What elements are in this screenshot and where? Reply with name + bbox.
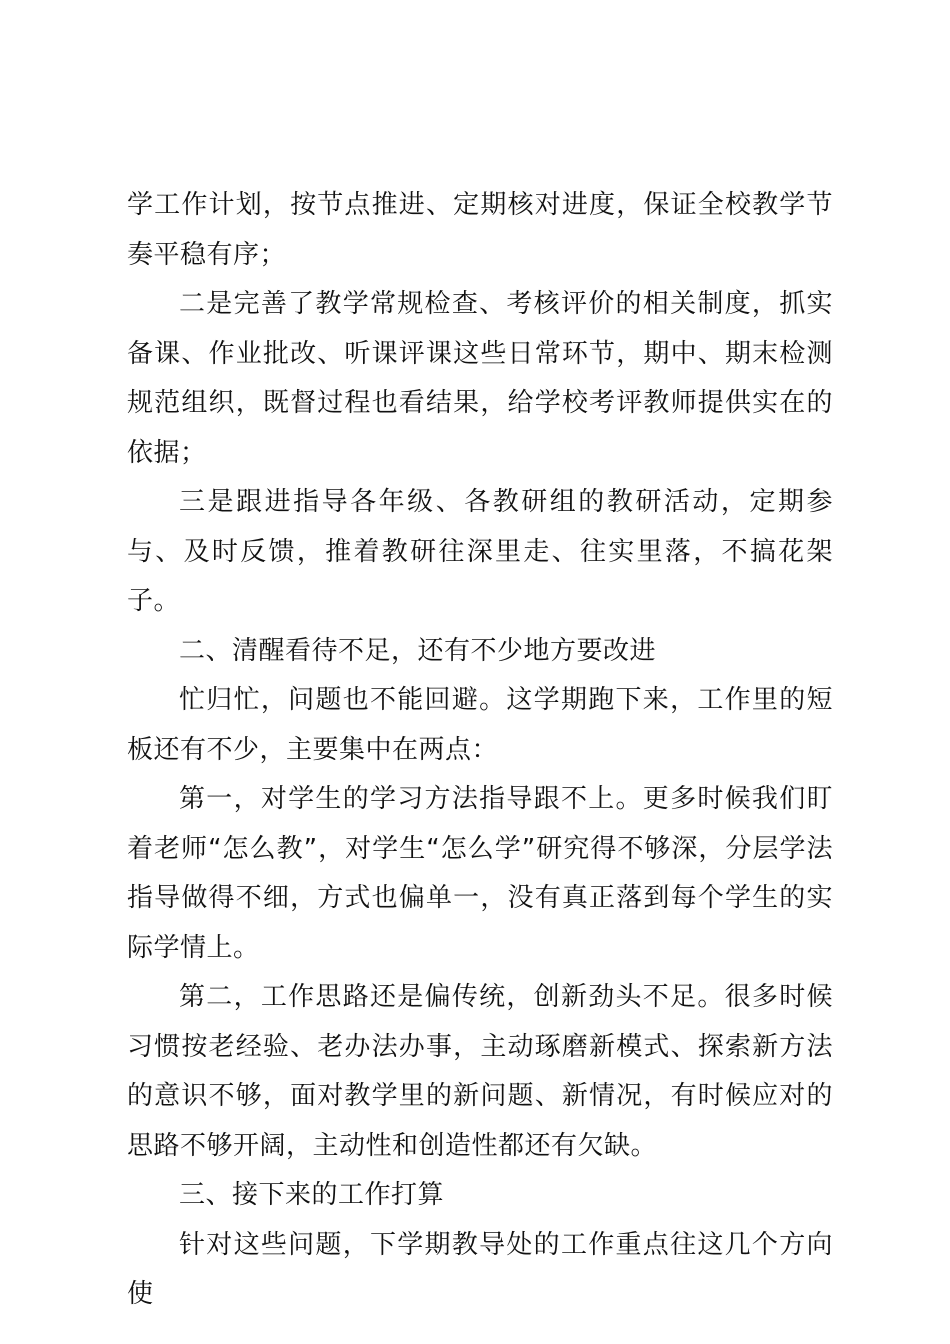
section-heading-next-plans: 三、接下来的工作打算 <box>179 1180 445 1210</box>
paragraph-problem-two: 第二，工作思路还是偏传统，创新劲头不足。很多时候习惯按老经验、老办法办事，主动琢磨新模式、探索新方法的意识不够，面对教学里的新问题、新情况，有时候应对的思路不够开阔，主动性和创造性都还有欠缺。 <box>127 982 833 1161</box>
paragraph-problem-one: 第一，对学生的学习方法指导跟不上。更多时候我们盯着老师“怎么教”，对学生“怎么学”研究得不够深，分层学法指导做得不细，方式也偏单一，没有真正落到每个学生的实际学情上。 <box>127 784 833 963</box>
paragraph-problems-intro: 忙归忙，问题也不能回避。这学期跑下来，工作里的短板还有不少，主要集中在两点： <box>127 685 833 765</box>
paragraph-routine-inspection: 二是完善了教学常规检查、考核评价的相关制度，抓实备课、作业批改、听课评课这些日常环节，期中、期末检测规范组织，既督过程也看结果，给学校考评教师提供实在的依据； <box>127 289 833 468</box>
paragraph-next-plans-intro: 针对这些问题，下学期教导处的工作重点往这几个方向使 <box>127 1229 833 1309</box>
paragraph-continued-plan: 学工作计划，按节点推进、定期核对进度，保证全校教学节奏平稳有序； <box>127 190 833 270</box>
section-heading-shortcomings: 二、清醒看待不足，还有不少地方要改进 <box>179 635 657 666</box>
paragraph-teaching-research: 三是跟进指导各年级、各教研组的教研活动，定期参与、及时反馈，推着教研往深里走、往实里落，不搞花架子。 <box>127 487 833 616</box>
document-body <box>127 181 833 1320</box>
